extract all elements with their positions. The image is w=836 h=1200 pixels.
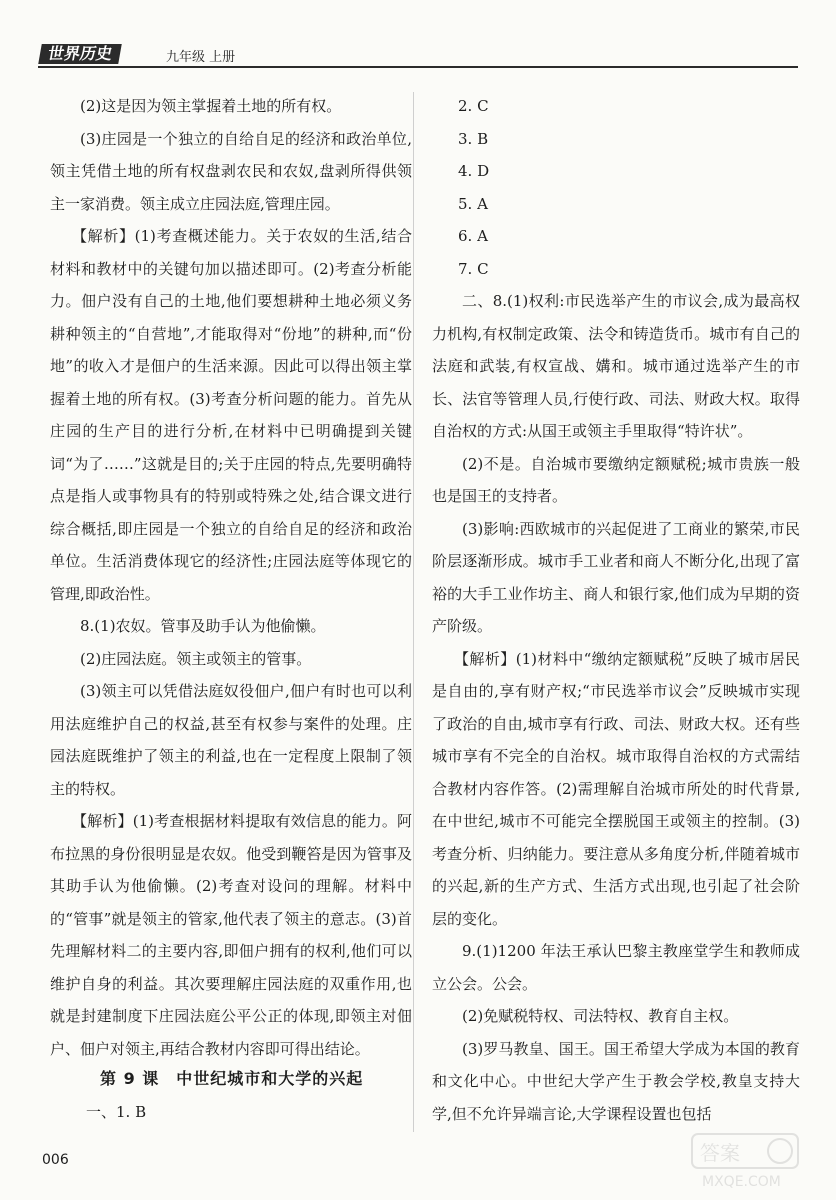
answer-paragraph: (2)庄园法庭。领主或领主的管事。: [80, 649, 312, 668]
analysis-paragraph: 【解析】(1)考查根据材料提取有效信息的能力。阿布拉黑的身份很明显是农奴。他受到鞭笞是因为管事及其助手认为他偷懒。(2)考查对设问的理解。材料中的“管事”就是领主的管家,他代表了领主的意志。(3)首先理解材料二的主要内容,即佃户拥有的权利,他们可以维护自身的利益。其次要理解庄园法庭的双重作用,也就是封建制度下庄园法庭公平公正的体现,即领主对佃户、佃户对领主,再结合教材内容即可得出结论。: [50, 812, 412, 1058]
lesson-first-answer: 一、1. B: [86, 1103, 147, 1121]
answer-paragraph: (2)这是因为领主掌握着土地的所有权。: [80, 97, 342, 115]
choice-answer: 6. A: [458, 227, 488, 245]
choice-answer: 7. C: [458, 259, 489, 278]
watermark-logo: [690, 1132, 800, 1192]
right-column: [432, 90, 800, 1130]
answer-paragraph: 二、8.(1)权利:市民选举产生的市议会,成为最高权力机构,有权制定政策、法令和铸造货币。城市有自己的法庭和武装,有权宣战、媾和。城市通过选举产生的市长、法官等管理人员,行使行政、司法、财政大权。取得自治权的方式:从国王或领主手里取得“特许状”。: [432, 292, 800, 440]
choice-answer: 5. A: [458, 194, 488, 213]
answer-paragraph: (3)领主可以凭借法庭奴役佃户,佃户有时也可以利用法庭维护自己的权益,甚至有权参与案件的处理。庄园法庭既维护了领主的利益,也在一定程度上限制了领主的特权。: [50, 682, 412, 798]
svg-text:答案: 答案: [700, 1141, 740, 1165]
grade-label: 九年级 上册: [166, 50, 236, 65]
choice-answer: 3. B: [458, 129, 489, 148]
column-divider: [413, 92, 414, 1132]
answer-paragraph: 8.(1)农奴。管事及助手认为他偷懒。: [80, 617, 326, 635]
answer-paragraph: (3)影响:西欧城市的兴起促进了工商业的繁荣,市民阶层逐渐形成。城市手工业者和商人不断分化,出现了富裕的大手工业作坊主、商人和银行家,他们成为早期的资产阶级。: [432, 519, 800, 635]
left-column: [50, 90, 412, 1065]
answer-paragraph: 9.(1)1200 年法王承认巴黎主教座堂学生和教师成立公会。公会。: [432, 942, 800, 993]
answer-paragraph: (3)罗马教皇、国王。国王希望大学成为本国的教育和文化中心。中世纪大学产生于教会学校,教皇支持大学,但不允许异端言论,大学课程设置也包括: [432, 1039, 800, 1123]
answer-paragraph: (2)不是。自治城市要缴纳定额赋税;城市贵族一般也是国王的支持者。: [432, 454, 800, 505]
svg-text:MXQE.COM: MXQE.COM: [702, 1174, 781, 1190]
subject-label: 世界历史: [38, 44, 122, 64]
analysis-paragraph: 【解析】(1)材料中“缴纳定额赋税”反映了城市居民是自由的,享有财产权;“市民选举市议会”反映城市实现了政治的自由,城市享有行政、司法、财政大权。还有些城市享有不完全的自治权。城市取得自治权的方式需结合教材内容作答。(2)需理解自治城市所处的时代背景,在中世纪,城市不可能完全摆脱国王或领主的控制。(3)考查分析、归纳能力。要注意从多角度分析,伴随着城市的兴起,新的生产方式、生活方式出现,也引起了社会阶层的变化。: [432, 649, 800, 928]
answer-paragraph: (2)免赋税特权、司法特权、教育自主权。: [462, 1007, 739, 1025]
answer-paragraph: (3)庄园是一个独立的自给自足的经济和政治单位,领主凭借土地的所有权盘剥农民和农奴,盘剥所得供领主一家消费。领主成立庄园法庭,管理庄园。: [50, 129, 412, 213]
choice-answer: 2. C: [458, 97, 489, 115]
page-header: [38, 44, 798, 68]
choice-answer: 4. D: [458, 162, 490, 180]
page-number: 006: [42, 1152, 69, 1168]
analysis-paragraph: 【解析】(1)考查概述能力。关于农奴的生活,结合材料和教材中的关键句加以描述即可。(2)考查分析能力。佃户没有自己的土地,他们要想耕种土地必须义务耕种领主的“自营地”,才能取得对“份地”的耕种,而“份地”的收入才是佃户的生活来源。因此可以得出领主掌握着土地的所有权。(3)考查分析问题的能力。首先从庄园的生产目的进行分析,在材料中已明确提到关键词“为了……”这就是目的;关于庄园的特点,先要明确特点是指人或事物具有的特别或特殊之处,结合课文进行综合概括,即庄园是一个独立的自给自足的经济和政治单位。生活消费体现它的经济性;庄园法庭等体现它的管理,即政治性。: [50, 227, 412, 603]
lesson-title: 第 9 课 中世纪城市和大学的兴起: [100, 1069, 364, 1088]
